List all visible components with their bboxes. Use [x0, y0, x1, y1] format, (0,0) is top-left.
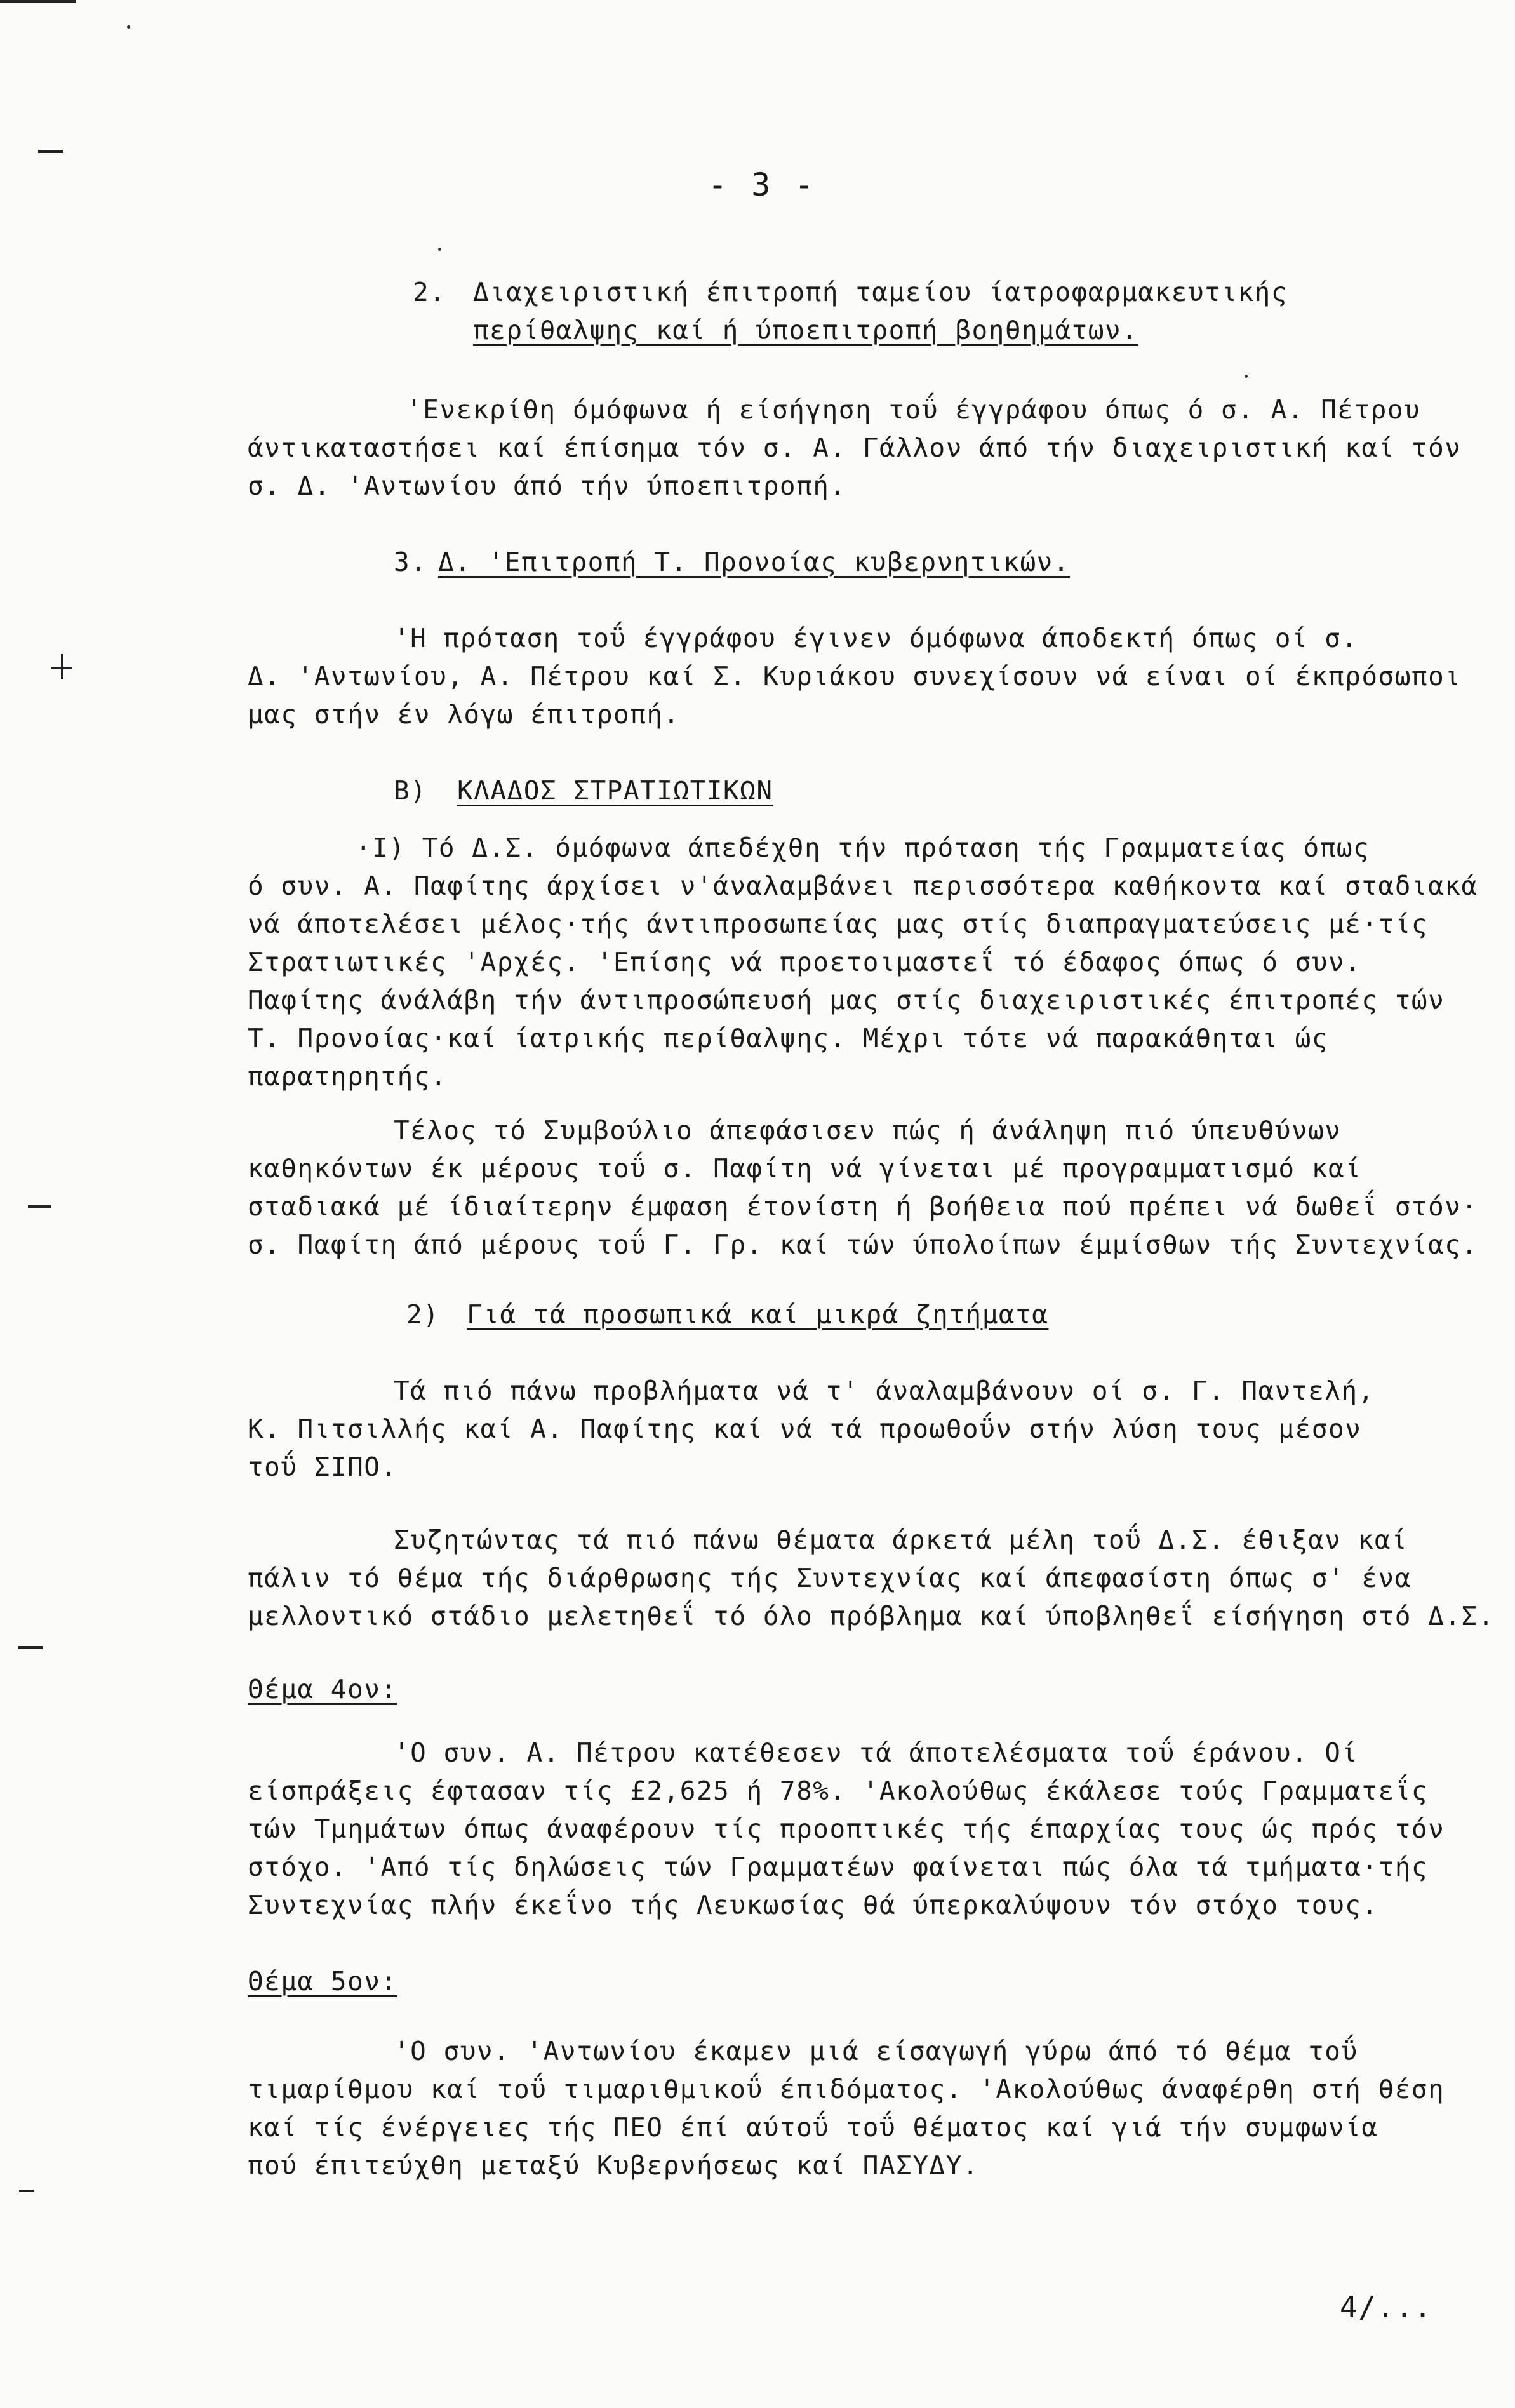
theme-4-text-line: 'Ο συν. Α. Πέτρου κατέθεσεν τά άποτελέσματα τοΰ έράνου. Οί: [394, 1737, 1358, 1768]
section-b-closing-line: Τέλος τό Συμβούλιο άπεφάσισεν πώς ή άνάληψη πιό ύπευθύνων: [394, 1115, 1342, 1146]
theme-5-title: Θέμα 5ον:: [248, 1966, 397, 1997]
section-b-item-1-line: ·Ι) Τό Δ.Σ. όμόφωνα άπεδέχθη τήν πρόταση τής Γραμματείας όπως: [356, 833, 1370, 863]
theme-5-text-line: 'Ο συν. 'Αντωνίου έκαμεν μιά είσαγωγή γύρω άπό τό θέμα τοΰ: [394, 2036, 1358, 2066]
section-2b-text-line: Κ. Πιτσιλλής καί Α. Παφίτης καί νά τά προωθοΰν στήν λύση τους μέσον: [248, 1414, 1362, 1444]
section-b-item-1-line: ό συν. Α. Παφίτης άρχίσει ν'άναλαμβάνει περισσότερα καθήκοντα καί σταδιακά: [248, 871, 1478, 901]
section-2b-paragraph-line: μελλοντικό στάδιο μελετηθεΐ τό όλο πρόβλημα καί ύποβληθεΐ είσήγηση στό Δ.Σ.: [248, 1601, 1495, 1631]
scan-mark-dash-3: [18, 1646, 43, 1649]
section-b-closing-line: σ. Παφίτη άπό μέρους τοΰ Γ. Γρ. καί τών ύπολοίπων έμμίσθων τής Συντεχνίας.: [248, 1229, 1478, 1260]
theme-4-text-line: στόχο. 'Από τίς δηλώσεις τών Γραμματέων φαίνεται πώς όλα τά τμήματα·τής: [248, 1852, 1429, 1882]
section-2-number: 2.: [413, 277, 446, 307]
scan-mark-dash-4: [19, 2190, 34, 2192]
section-2b-paragraph-line: πάλιν τό θέμα τής διάρθρωσης τής Συντεχνίας καί άπεφασίστη όπως σ' ένα: [248, 1563, 1412, 1593]
section-b-item-1-line: παρατηρητής.: [248, 1061, 448, 1092]
section-2-title-line-2: περίθαλψης καί ή ύποεπιτροπή βοηθημάτων.: [473, 315, 1138, 345]
scan-mark-top-left: [0, 0, 76, 3]
section-2b-number: 2): [406, 1299, 440, 1330]
section-2-title-line-1: Διαχειριστική έπιτροπή ταμείου ίατροφαρμακευτικής: [473, 277, 1288, 307]
section-b-item-1-line: Παφίτης άνάλάβη τήν άντιπροσώπευσή μας στίς διαχειριστικές έπιτροπές τών: [248, 985, 1445, 1015]
scan-mark-dash-2: [28, 1205, 51, 1208]
section-2-text-line: σ. Δ. 'Αντωνίου άπό τήν ύποεπιτροπή.: [248, 471, 846, 501]
section-b-item-1-line: Τ. Προνοίας·καί ίατρικής περίθαλψης. Μέχρι τότε νά παρακάθηται ώς: [248, 1023, 1328, 1054]
section-3-title: Δ. 'Επιτροπή Τ. Προνοίας κυβερνητικών.: [438, 547, 1070, 577]
section-2b-title: Γιά τά προσωπικά καί μικρά ζητήματα: [467, 1299, 1049, 1330]
section-2-text-line: άντικαταστήσει καί έπίσημα τόν σ. Α. Γάλλον άπό τήν διαχειριστική καί τόν: [248, 432, 1462, 463]
section-2b-paragraph-line: Συζητώντας τά πιό πάνω θέματα άρκετά μέλη τοΰ Δ.Σ. έθιξαν καί: [394, 1525, 1408, 1555]
section-3-number: 3.: [394, 547, 427, 577]
section-b-item-1-line: νά άποτελέσει μέλος·τής άντιπροσωπείας μας στίς διαπραγματεύσεις μέ·τίς: [248, 909, 1429, 939]
theme-5-text-line: καί τίς ένέργειες τής ΠΕΟ έπί αύτοΰ τοΰ θέματος καί γιά τήν συμφωνία: [248, 2112, 1378, 2143]
page-number: - 3 -: [708, 166, 817, 203]
section-b-item-1-line: Στρατιωτικές 'Αρχές. 'Επίσης νά προετοιμαστεΐ τό έδαφος όπως ό συν.: [248, 947, 1362, 977]
theme-4-title: Θέμα 4ον:: [248, 1674, 397, 1704]
scan-mark-dash-1: [38, 150, 63, 153]
section-b-label: Β): [394, 775, 427, 806]
theme-5-text-line: πού έπιτεύχθη μεταξύ Κυβερνήσεως καί ΠΑΣΥΔΥ.: [248, 2150, 980, 2181]
scan-mark-cross-v: [61, 654, 63, 679]
theme-5-text-line: τιμαρίθμου καί τοΰ τιμαριθμικοΰ έπιδόματος. 'Ακολούθως άναφέρθη στή θέση: [248, 2074, 1445, 2104]
theme-4-text-line: είσπράξεις έφτασαν τίς £2,625 ή 78%. 'Ακολούθως έκάλεσε τούς Γραμματεΐς: [248, 1776, 1429, 1806]
section-b-closing-line: σταδιακά μέ ίδιαίτερην έμφαση έτονίστη ή βοήθεια πού πρέπει νά δωθεΐ στόν·: [248, 1191, 1478, 1222]
speck: [1245, 375, 1248, 378]
theme-4-text-line: τών Τμημάτων όπως άναφέρουν τίς προοπτικές τής έπαρχίας τους ώς πρός τόν: [248, 1814, 1445, 1844]
speck: [127, 25, 130, 29]
speck: [438, 248, 441, 251]
section-2b-text-line: τοΰ ΣΙΠΟ.: [248, 1452, 397, 1482]
section-b-closing-line: καθηκόντων έκ μέρους τοΰ σ. Παφίτη νά γίνεται μέ προγραμματισμό καί: [248, 1153, 1362, 1184]
section-2b-text-line: Τά πιό πάνω προβλήματα νά τ' άναλαμβάνουν οί σ. Γ. Παντελή,: [394, 1375, 1375, 1406]
continuation-marker: 4/...: [1340, 2290, 1432, 2324]
section-b-title: ΚΛΑΔΟΣ ΣΤΡΑΤΙΩΤΙΚΩΝ: [457, 775, 773, 806]
theme-4-text-line: Συντεχνίας πλήν έκεΐνο τής Λευκωσίας θά ύπερκαλύψουν τόν στόχο τους.: [248, 1890, 1378, 1920]
section-3-text-line: 'Η πρόταση τοΰ έγγράφου έγινεν όμόφωνα άποδεκτή όπως οί σ.: [394, 623, 1358, 653]
section-3-text-line: Δ. 'Αντωνίου, Α. Πέτρου καί Σ. Κυριάκου συνεχίσουν νά είναι οί έκπρόσωποι: [248, 661, 1462, 692]
section-2-text-line: 'Ενεκρίθη όμόφωνα ή είσήγηση τοΰ έγγράφου όπως ό σ. Α. Πέτρου: [406, 394, 1421, 425]
section-3-text-line: μας στήν έν λόγω έπιτροπή.: [248, 699, 680, 730]
